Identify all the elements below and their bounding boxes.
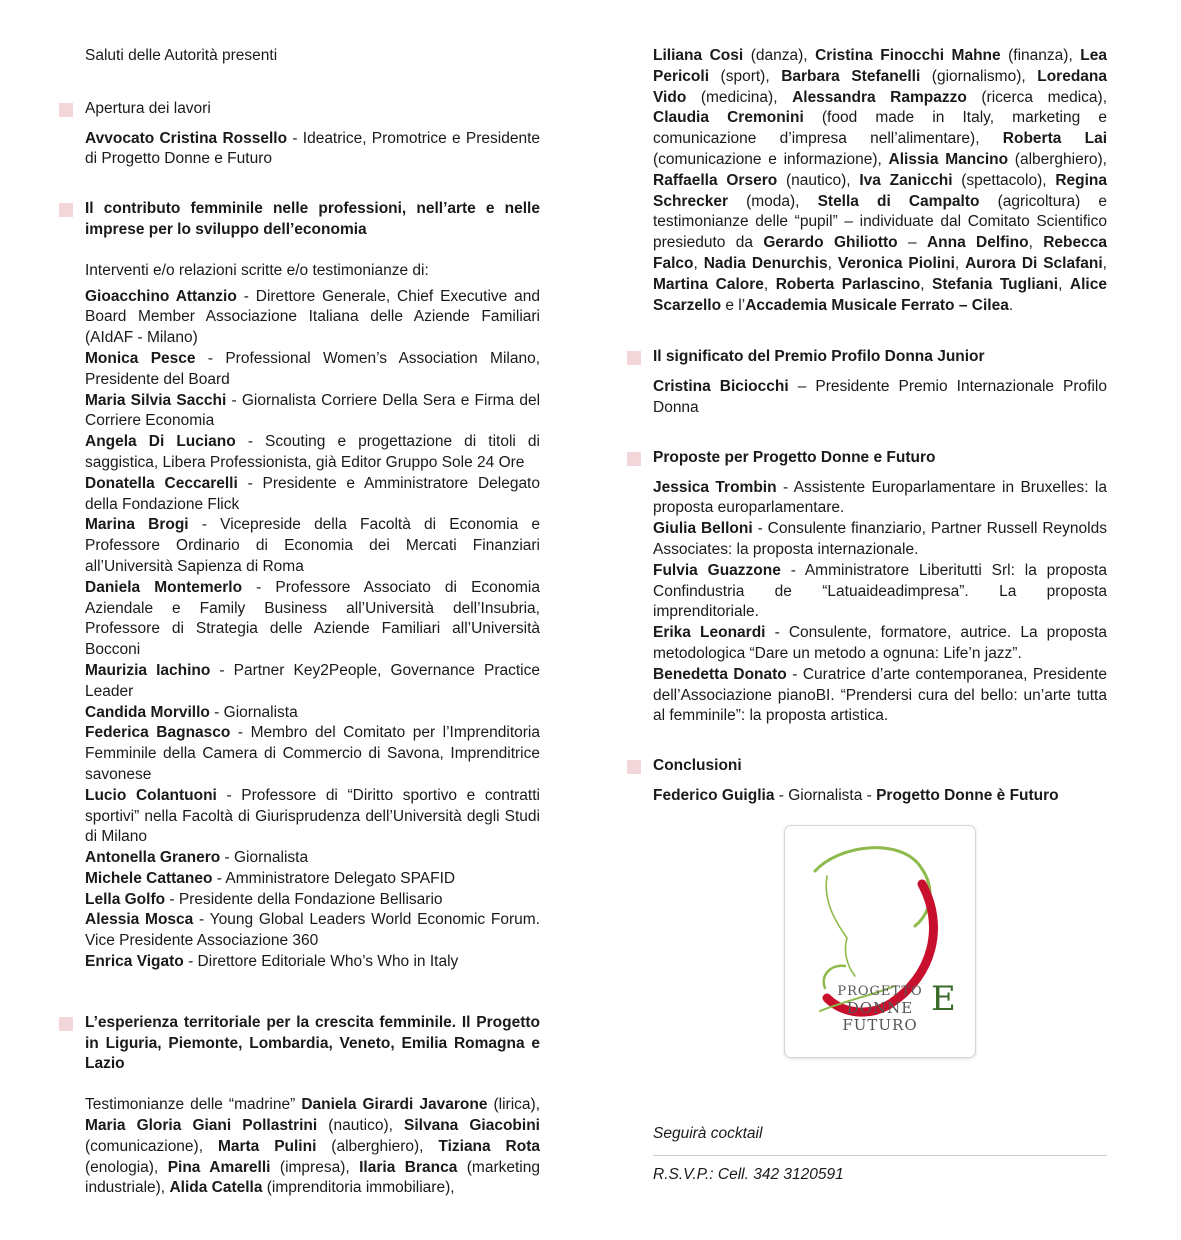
speaker-role: - Scouting e progettazione di titoli di saggistica, Libera Professionista, già Editor Gruppo Sole 24 Ore [85,433,540,471]
madrina-name: Alissia Mancino [888,150,1009,168]
pupil-name: Aurora Di Sclafani [965,254,1103,272]
speaker-role: - Vicepreside della Facoltà di Economia e Professore Ordinario di Economia dei Mercati Finanziari all’Università Sapienza di Roma [85,516,541,575]
speaker-name: Benedetta Donato [653,665,787,683]
speaker-role: - Partner Key2People, Governance Practice Leader [85,661,540,700]
left-column [85,46,540,1199]
speaker-entry [85,723,540,785]
speaker-role: - Giornalista [209,703,298,721]
speaker-name: Daniela Montemerlo [85,578,243,596]
speaker-role: - Amministratore Delegato SPAFID [212,869,456,887]
madrina-field: (imprenditoria immobiliare), [262,1179,455,1197]
proposal-list [653,478,1107,728]
section-bullet-icon [627,351,641,365]
speaker-name: Alessia Mosca [85,911,194,929]
speaker-name: Michele Cattaneo [85,869,213,887]
contribution-intro: Interventi e/o relazioni scritte e/o testimonianze di: [85,261,429,279]
speaker-role: - Giornalista Corriere Della Sera e Firma del Corriere Economia [85,391,541,430]
proposal-entry [653,561,1107,623]
madrina-name: Tiziana Rota [438,1137,541,1155]
speaker-name: Giulia Belloni [653,520,753,538]
speaker-entry [85,869,540,890]
madrina-name: Loredana Vido [653,67,1108,106]
madrina-field: (danza), [743,47,816,64]
madrina-name: Cristina Finocchi Mahne [815,47,1001,64]
section-bullet-icon [59,1017,73,1031]
speaker-role: - Professore di “Diritto sportivo e contratti sportivi” nella Facoltà di Giurisprudenza dell’Università degli Studi di Milano [85,786,540,846]
rsvp-note: R.S.V.P.: Cell. 342 3120591 [653,1165,844,1183]
madrina-field: (alberghiero), [316,1137,439,1155]
madrina-field: (agricoltura) [979,192,1081,210]
speaker-name: Antonella Granero [85,849,221,867]
speaker-name: Jessica Trombin [653,478,777,496]
speaker-role: - Consulente finanziario, Partner Russell Reynolds Associates: la proposta internazionale. [653,520,1107,558]
proposal-entry [653,623,1107,665]
conclusions-heading: Conclusioni [653,757,742,775]
madrina-name: Maria Gloria Giani Pollastrini [85,1117,318,1135]
speaker-role: - Direttore Editoriale Who’s Who in Italy [183,953,459,971]
speaker-role: - Giornalista - [774,786,877,804]
speaker-name: Marina Brogi [85,516,189,534]
section-bullet-icon [627,452,641,466]
speaker-role: - Membro del Comitato per l’Imprenditoria Femminile della Camera di Commercio di Savona, Imprenditrice savonese [85,724,540,783]
madrina-name: Ilaria Branca [359,1158,458,1176]
speaker-entry [85,952,540,973]
madrina-name: Barbara Stefanelli [781,67,921,85]
madrina-name: Regina Schrecker [653,171,1107,210]
cocktail-note: Seguirà cocktail [653,1125,763,1142]
contribution-section [85,199,540,973]
greetings-text: Saluti delle Autorità presenti [85,47,278,64]
madrina-field: (alberghiero), [1008,150,1107,168]
madrina-name: Stella di Campalto [817,192,980,210]
conclusions-section [653,756,1107,807]
madrina-field: (lirica), [487,1096,540,1114]
pupil-name: Nadia Denurchis [703,254,828,272]
speaker-name: Lella Golfo [85,890,166,908]
right-column [653,46,1107,807]
territorial-heading: L’esperienza territoriale per la crescita femminile. Il Progetto in Liguria, Piemonte, Lombardia, Veneto, Emilia Romagna e Lazio [85,1013,540,1073]
madrina-name: Pina Amarelli [167,1158,271,1176]
speaker-name: Maurizia Iachino [85,661,211,679]
logo-line-3: FUTURO [842,1016,918,1034]
speaker-name: Monica Pesce [85,349,196,367]
speaker-role: - Direttore Generale, Chief Executive and Board Member Associazione Italiana delle Aziende Familiari (AIdAF - Milano) [85,287,541,347]
pupil-name: Alice Scarzello [653,275,1107,314]
pupil-intro: e testimonianze delle “pupil” – individuate dal Comitato Scientifico presieduto da [653,192,1107,252]
project-logo [784,825,976,1058]
madrina-name: Claudia Cremonini [653,109,804,127]
madrina-field: (ricerca medica), [966,88,1108,106]
pupil-name: Roberta Parlascino [775,275,921,293]
junior-speaker [653,377,1107,419]
madrina-field: (impresa), [270,1158,360,1176]
speaker-entry [85,349,540,391]
committee-president: Gerardo Ghiliotto [763,234,898,252]
speaker-name: Gioacchino Attanzio [85,287,237,305]
section-bullet-icon [627,760,641,774]
conclusions-speaker [653,786,1107,807]
madrina-name: Alida Catella [169,1179,263,1197]
project-name: Progetto Donne è Futuro [876,786,1059,804]
madrina-field: (medicina), [686,88,793,106]
speaker-name: Maria Silvia Sacchi [85,391,227,409]
madrina-field: (comunicazione), [85,1137,218,1155]
logo-big-letter: E [931,979,956,1019]
speaker-entry [85,578,540,661]
madrina-field: (food made in Italy, marketing e comunicazione d’impresa nell’alimentare), [653,109,1107,148]
speaker-name: Angela Di Luciano [85,433,236,451]
speaker-name: Federica Bagnasco [85,724,231,742]
speaker-name: Candida Morvillo [85,703,210,721]
madrina-name: Marta Pulini [217,1137,317,1155]
speaker-list [85,287,540,973]
speaker-role: - Assistente Europarlamentare in Bruxelles: la proposta europarlamentare. [653,478,1107,517]
proposal-entry [653,665,1107,727]
proposals-heading: Proposte per Progetto Donne e Futuro [653,448,936,466]
madrina-field: (moda), [727,192,818,210]
speaker-entry [85,910,540,952]
madrina-field: (spettacolo), [952,171,1056,189]
pupil-name: Veronica Piolini [837,254,955,272]
madrine-continued-paragraph: Liliana Cosi (danza), Cristina Finocchi Mahne (finanza), Lea Pericoli (sport), Barbara Stefanelli (giornalismo), Loredana Vido (medicina), Alessandra Rampazzo (ricerca medica), Claudia Cremonini (food made in Italy, marketing e comunicazione d’impresa nell’alimentare), Roberta Lai (comunicazione e informazione), Alissia Mancino (alberghiero), Raffaella Orsero (nautico), Iva Zanicchi (spettacolo), Regina Schrecker (moda), Stella di Campalto (agricoltura) e testimonianze delle “pupil” – individuate dal Comitato Scientifico presieduto da Gerardo Ghiliotto – Anna Delfino, Rebecca Falco, Nadia Denurchis, Veronica Piolini, Aurora Di Sclafani, Martina Calore, Roberta Parlascino, Stefania Tugliani, Alice Scarzello e l’Accademia Musicale Ferrato – Cilea. [653,47,1108,314]
speaker-role: - Presidente e Amministratore Delegato della Fondazione Flick [85,474,540,513]
speaker-entry [85,786,540,848]
speaker-entry [85,391,540,433]
section-bullet-icon [59,203,73,217]
madrina-name: Lea Pericoli [653,47,1107,85]
speaker-role: - Curatrice d’arte contemporanea, Presidente dell’Associazione pianoBI. “Prendersi cura del bello: un’arte tutta al femminile”: la proposta artistica. [653,665,1108,725]
proposals-section [653,448,1107,727]
madrina-name: Roberta Lai [1002,130,1107,148]
junior-heading: Il significato del Premio Profilo Donna Junior [653,348,985,366]
speaker-entry [85,661,540,703]
pupil-dash: – [897,234,927,252]
pupil-end: . [1008,296,1014,314]
speaker-role: - Professore Associato di Economia Aziendale e Family Business all’Università dell’Insubria, Professore di Strategia delle Aziende Familiari all’Università Bocconi [85,578,540,659]
speaker-role: - Professional Women’s Association Milano, Presidente del Board [85,349,540,388]
pupil-name: Stefania Tugliani [932,275,1059,293]
logo-line-2: DONNE [846,999,914,1017]
speaker-role: - Consulente, formatore, autrice. La proposta metodologica “Dare un metodo a ognuna: Life’n jazz”. [653,624,1107,662]
speaker-role: - Presidente della Fondazione Bellisario [165,890,443,908]
pupil-name: Martina Calore [653,275,764,293]
opening-speaker [85,129,540,171]
madrina-field: (finanza), [1000,47,1081,64]
pupil-and: e l’ [721,296,746,314]
madrina-field: (marketing industriale), [85,1158,540,1197]
pupil-name: Anna Delfino [926,234,1029,252]
speaker-role: - Young Global Leaders World Economic Forum. Vice Presidente Associazione 360 [85,911,540,950]
speaker-name: Donatella Ceccarelli [85,474,238,492]
logo-line-1: PROGETTO [837,984,923,999]
speaker-name: Avvocato Cristina Rossello [85,129,288,147]
madrina-field: (sport), [709,67,782,85]
footer-divider [653,1155,1107,1156]
section-bullet-icon [59,103,73,117]
speaker-name: Fulvia Guazzone [653,561,781,579]
opening-heading: Apertura dei lavori [85,99,211,117]
speaker-name: Enrica Vigato [85,953,184,971]
speaker-role: - Ideatrice, Promotrice e Presidente di Progetto Donne e Futuro [85,129,541,168]
speaker-entry [85,890,540,911]
madrina-name: Raffaella Orsero [653,171,778,189]
madrina-name: Liliana Cosi [653,47,744,64]
contribution-heading: Il contributo femminile nelle professioni, nell’arte e nelle imprese per lo sviluppo dell’economia [85,200,540,238]
opening-section [85,99,540,170]
speaker-role: - Amministratore Liberitutti Srl: la proposta Confindustria de “Latuaideadimpresa”. La proposta imprenditoriale. [653,561,1107,621]
proposal-entry [653,519,1107,561]
speaker-entry [85,703,540,724]
madrina-name: Iva Zanicchi [859,171,953,189]
speaker-name: Federico Guiglia [653,786,775,804]
junior-section [653,347,1107,418]
speaker-entry [85,287,540,349]
speaker-role: – Presidente Premio Internazionale Profilo Donna [653,378,1107,416]
madrina-name: Daniela Girardi Javarone [301,1096,488,1114]
madrine-intro: Testimonianze delle “madrine” [85,1096,302,1114]
academy-name: Accademia Musicale Ferrato – Cilea [745,296,1009,314]
speaker-role: - Giornalista [220,849,309,867]
madrina-name: Alessandra Rampazzo [792,88,967,106]
speaker-name: Lucio Colantuoni [85,786,217,804]
pupil-name: Rebecca Falco [653,234,1107,272]
madrina-field: (giornalismo), [920,67,1038,85]
speaker-entry [85,848,540,869]
madrine-paragraph [85,1095,540,1199]
speaker-entry [85,515,540,577]
proposal-entry [653,478,1107,520]
madrina-name: Silvana Giacobini [404,1117,540,1135]
footer-block [653,1124,1107,1186]
madrina-field: (nautico), [777,171,860,189]
madrina-field: (nautico), [317,1117,404,1135]
speaker-entry [85,474,540,516]
madrina-field: (enologia), [85,1158,168,1176]
speaker-entry [85,432,540,474]
madrina-field: (comunicazione e informazione), [653,150,889,168]
speaker-name: Cristina Biciocchi [653,378,789,396]
territorial-section [85,1013,540,1199]
speaker-name: Erika Leonardi [653,624,766,642]
